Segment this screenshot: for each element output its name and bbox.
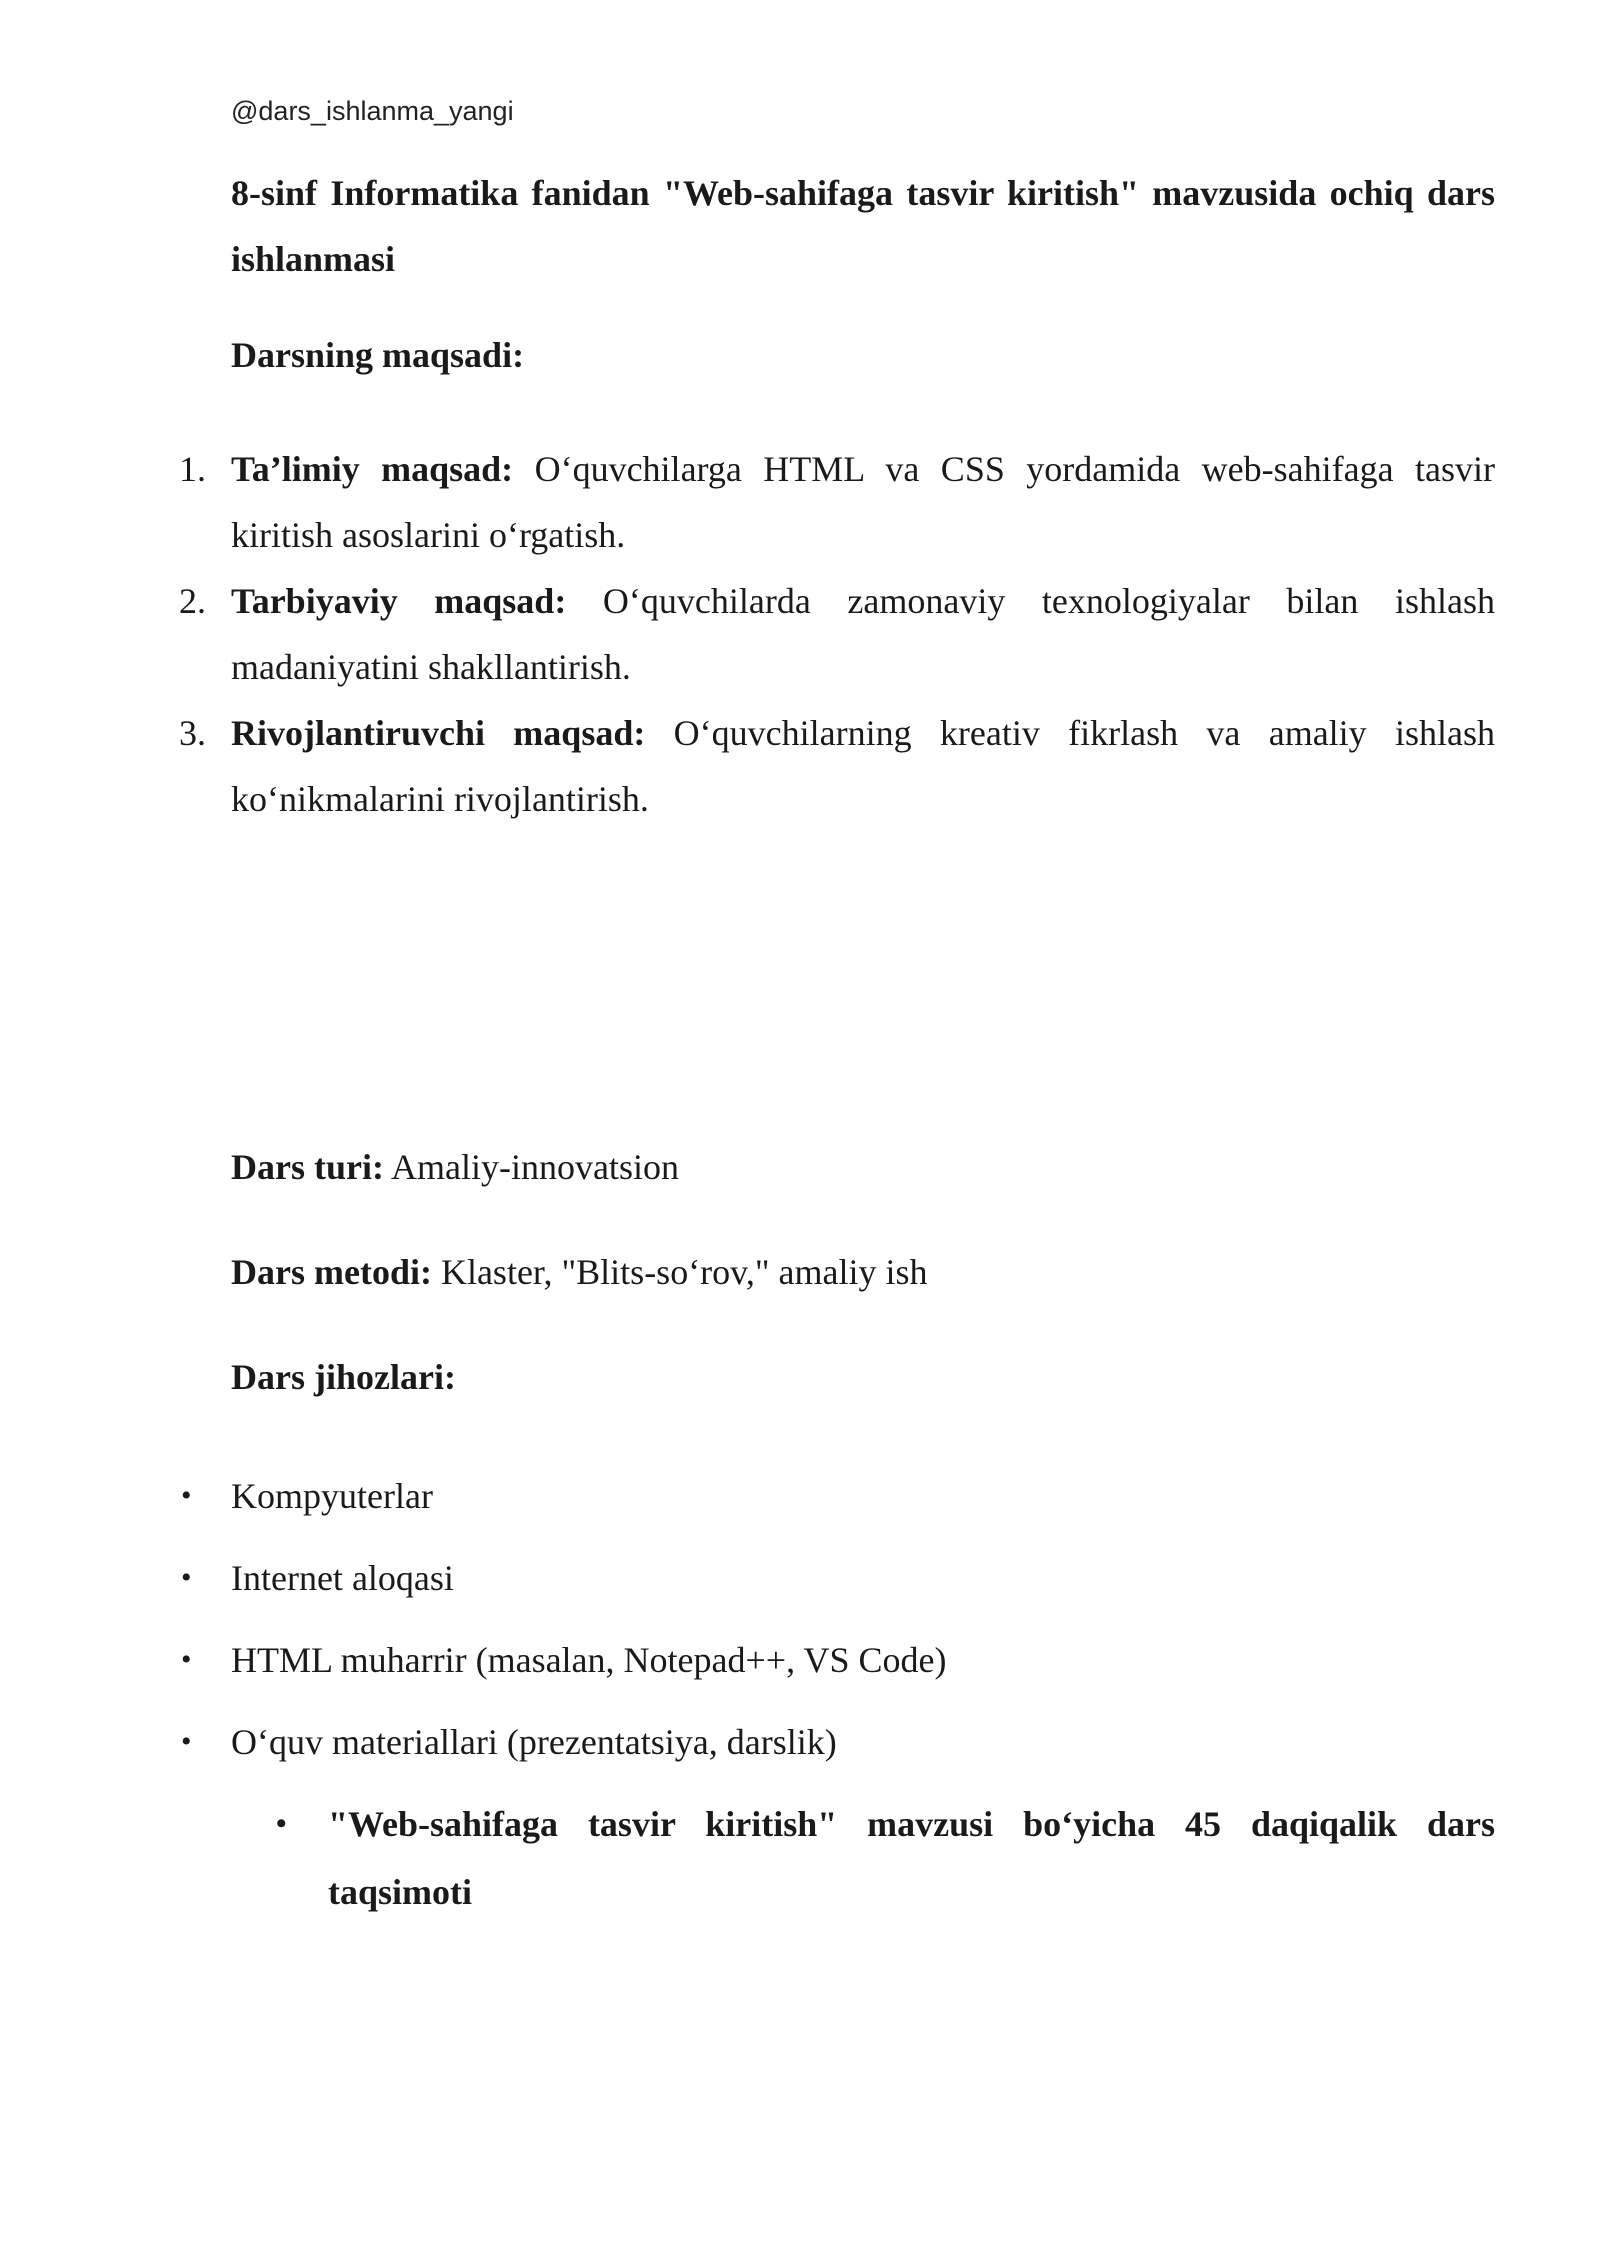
equipment-text: Internet aloqasi [231, 1558, 454, 1598]
schedule-heading-text: "Web-sahifaga tasvir kiritish" mavzusi bo‘yicha 45 daqiqalik dars taqsimoti [328, 1804, 1495, 1912]
channel-handle: @dars_ishlanma_yangi [231, 96, 514, 126]
equipment-list [0, 1464, 1600, 1792]
lesson-type-label: Dars turi: [231, 1147, 384, 1187]
bullet-icon: • [181, 1643, 192, 1676]
goal-number: 1. [179, 449, 206, 489]
bullet-icon: • [181, 1479, 192, 1512]
equipment-item [181, 1464, 1600, 1546]
equipment-text: HTML muharrir (masalan, Notepad++, VS Code) [231, 1640, 947, 1680]
goal-item [179, 436, 1495, 568]
goals-heading: Darsning maqsadi: [231, 335, 525, 375]
lesson-method-value: Klaster, "Blits-so‘rov," amaliy ish [440, 1252, 928, 1292]
goal-text: O‘quvchilarda zamonaviy texnologiyalar bilan ishlash madaniyatini shakllantirish. [231, 581, 1495, 687]
schedule-heading [276, 1790, 1495, 1926]
lesson-method [231, 1251, 928, 1293]
goal-label: Ta’limiy maqsad: [231, 449, 514, 489]
document-title: 8-sinf Informatika fanidan "Web-sahifaga tasvir kiritish" mavzusida ochiq dars ishlanmasi [231, 173, 1495, 279]
lesson-type-value: Amaliy-innovatsion [390, 1147, 679, 1187]
goal-label: Tarbiyaviy maqsad: [231, 581, 567, 621]
goal-number: 2. [179, 581, 206, 621]
bullet-icon: • [276, 1807, 287, 1840]
lesson-type [231, 1146, 679, 1188]
goal-label: Rivojlantiruvchi maqsad: [231, 713, 646, 753]
lesson-method-label: Dars metodi: [231, 1252, 432, 1292]
equipment-item [181, 1546, 1600, 1628]
equipment-text: O‘quv materiallari (prezentatsiya, darslik) [231, 1722, 837, 1762]
equipment-heading: Dars jihozlari: [231, 1357, 456, 1397]
bullet-icon: • [181, 1725, 192, 1758]
goal-text: O‘quvchilarning kreativ fikrlash va amaliy ishlash ko‘nikmalarini rivojlantirish. [231, 713, 1495, 819]
goal-item [179, 568, 1495, 700]
goal-item [179, 700, 1495, 832]
equipment-item [181, 1628, 1600, 1710]
goal-number: 3. [179, 713, 206, 753]
equipment-item [181, 1710, 1600, 1792]
equipment-text: Kompyuterlar [231, 1476, 433, 1516]
bullet-icon: • [181, 1561, 192, 1594]
goal-text: O‘quvchilarga HTML va CSS yordamida web-sahifaga tasvir kiritish asoslarini o‘rgatish. [231, 449, 1495, 555]
goals-list [0, 436, 1600, 832]
